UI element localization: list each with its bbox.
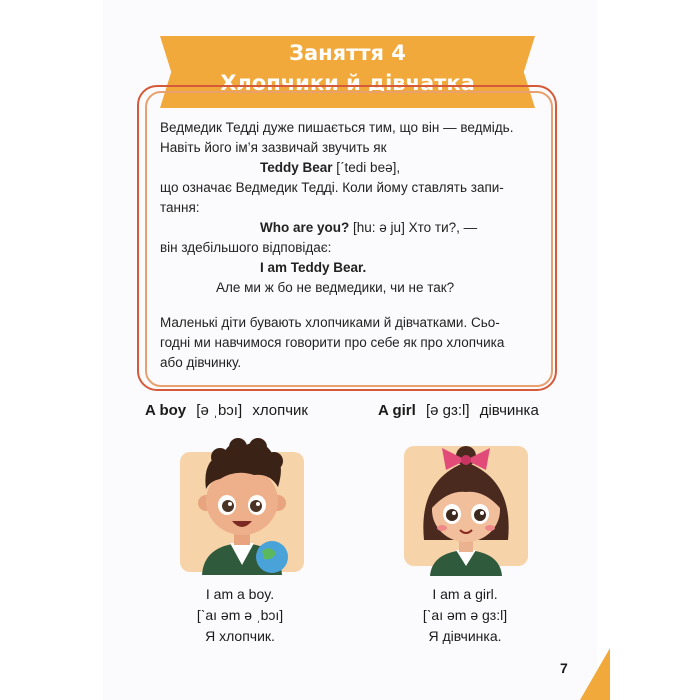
page-number: 7 <box>560 660 568 676</box>
lesson-title-line2: Хлопчики й дівчатка <box>220 71 475 95</box>
intro-line7: він здебільшого відповідає: <box>160 240 332 255</box>
teddy-bear-line <box>260 158 400 178</box>
boy-phrase-translation: Я хлопчик. <box>205 628 275 644</box>
girl-caption <box>395 584 535 647</box>
question-transcription: [hu: ə ju] <box>353 220 405 235</box>
boy-caption <box>170 584 310 647</box>
girl-phrase: I am a girl. <box>432 586 498 602</box>
answer-text: I am Teddy Bear. <box>260 260 367 275</box>
boy-transcription: [ə ˌbɔı] <box>196 402 243 419</box>
para2-line1: Маленькі діти бувають хлопчиками й дівчатками. Сьо- <box>160 315 500 330</box>
intro-line2: Навіть його ім’я зазвичай звучить як <box>160 140 387 155</box>
para2-line3: або дівчинку. <box>160 355 242 370</box>
boy-label <box>145 402 308 419</box>
lesson-title-line1: Заняття 4 <box>289 41 406 65</box>
teddy-bear-transcription: [ˊtedi beə] <box>336 160 397 175</box>
intro-line1: Ведмедик Тедді дуже пишається тим, що він — ведмідь. <box>160 120 514 135</box>
intro-line5: тання: <box>160 200 200 215</box>
girl-translation: дівчинка <box>479 402 539 419</box>
para2-line2: годні ми навчимося говорити про себе як про хлопчика <box>160 335 505 350</box>
intro-line9: Але ми ж бо не ведмедики, чи не так? <box>216 280 455 295</box>
boy-phrase: I am a boy. <box>205 586 275 602</box>
question-line <box>260 218 477 238</box>
teddy-bear-comma: , <box>396 160 401 175</box>
girl-phrase-transcription: [ˋaı əm ə gɜ:l] <box>422 607 508 623</box>
boy-word: A boy <box>145 402 187 419</box>
girl-transcription: [ə gɜ:l] <box>425 402 470 419</box>
teddy-bear-word: Teddy Bear <box>260 160 333 175</box>
girl-word: A girl <box>378 402 416 419</box>
question-text: Who are you? <box>260 220 350 235</box>
boy-illustration <box>180 425 304 575</box>
girl-illustration <box>404 430 528 576</box>
girl-phrase-translation: Я дівчинка. <box>428 628 502 644</box>
boy-phrase-transcription: [ˋaı əm ə ˌbɔı] <box>196 607 284 623</box>
girl-label <box>378 402 539 419</box>
question-translation: Хто ти?, — <box>408 220 478 235</box>
boy-translation: хлопчик <box>252 402 308 419</box>
intro-line4: що означає Ведмедик Тедді. Коли йому ставлять запи- <box>160 180 504 195</box>
